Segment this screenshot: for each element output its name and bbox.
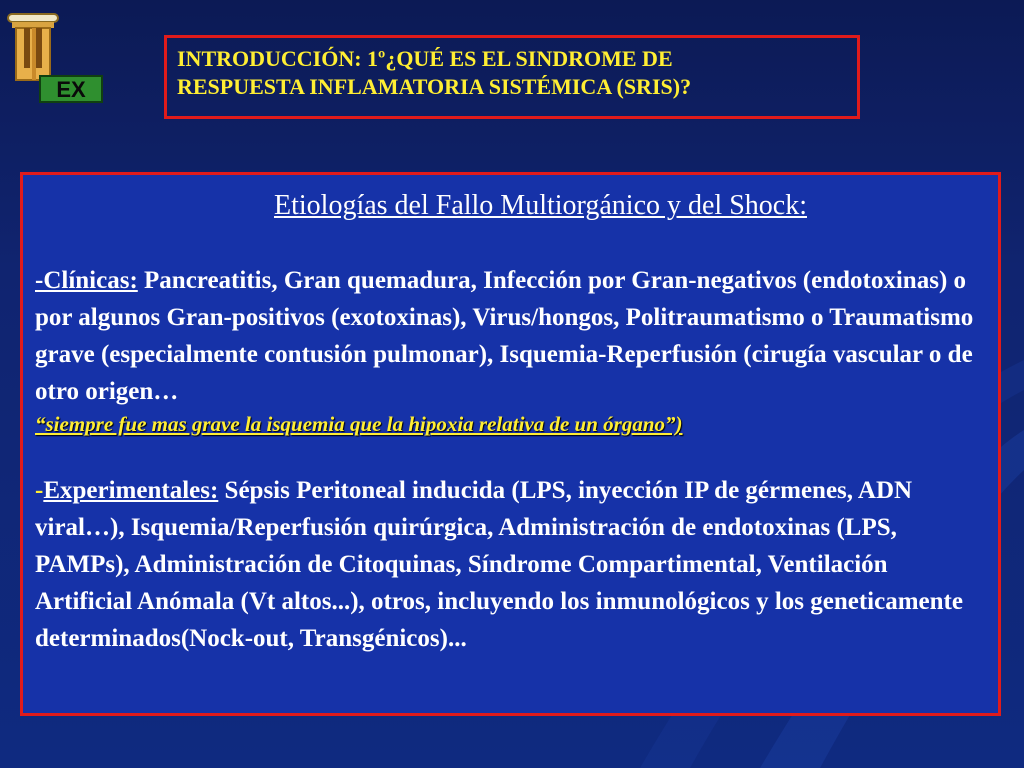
slide-title-line-1: INTRODUCCIÓN: 1º¿QUÉ ES EL SINDROME DE bbox=[177, 46, 673, 71]
experimentales-paragraph bbox=[35, 472, 986, 657]
logo-text: EX bbox=[56, 77, 86, 102]
university-logo bbox=[6, 6, 106, 106]
clinicas-paragraph bbox=[35, 262, 986, 410]
experimentales-label: Experimentales: bbox=[43, 477, 219, 504]
ischemia-quote: “siempre fue mas grave la isquemia que la hipoxia relativa de un órgano”) bbox=[35, 412, 683, 436]
content-heading: Etiologías del Fallo Multiorgánico y del Shock: bbox=[274, 190, 807, 221]
clinicas-label: -Clínicas: bbox=[35, 267, 138, 294]
slide-title-box bbox=[164, 35, 860, 119]
slide-title-line-2: RESPUESTA INFLAMATORIA SISTÉMICA (SRIS)? bbox=[177, 74, 692, 99]
experimentales-text: Sépsis Peritoneal inducida (LPS, inyección IP de gérmenes, ADN viral…), Isquemia/Reperfusión quirúrgica, Administración de endotoxinas (LPS, PAMPs), Administración de Citoquinas, Síndrome Compartimental, Ventilación Artificial Anómala (Vt altos...), otros, incluyendo los inmunológicos y los geneticamente determinados(Nock-out, Transgénicos)... bbox=[35, 477, 963, 652]
content-box bbox=[20, 172, 1001, 716]
clinicas-text: Pancreatitis, Gran quemadura, Infección por Gran-negativos (endotoxinas) o por algunos Gran-positivos (exotoxinas), Virus/hongos, Politraumatismo o Traumatismo grave (especialmente contusión pulmonar), Isquemia-Reperfusión (cirugía vascular o de otro origen… bbox=[35, 267, 974, 405]
experimentales-dash: - bbox=[35, 477, 44, 504]
